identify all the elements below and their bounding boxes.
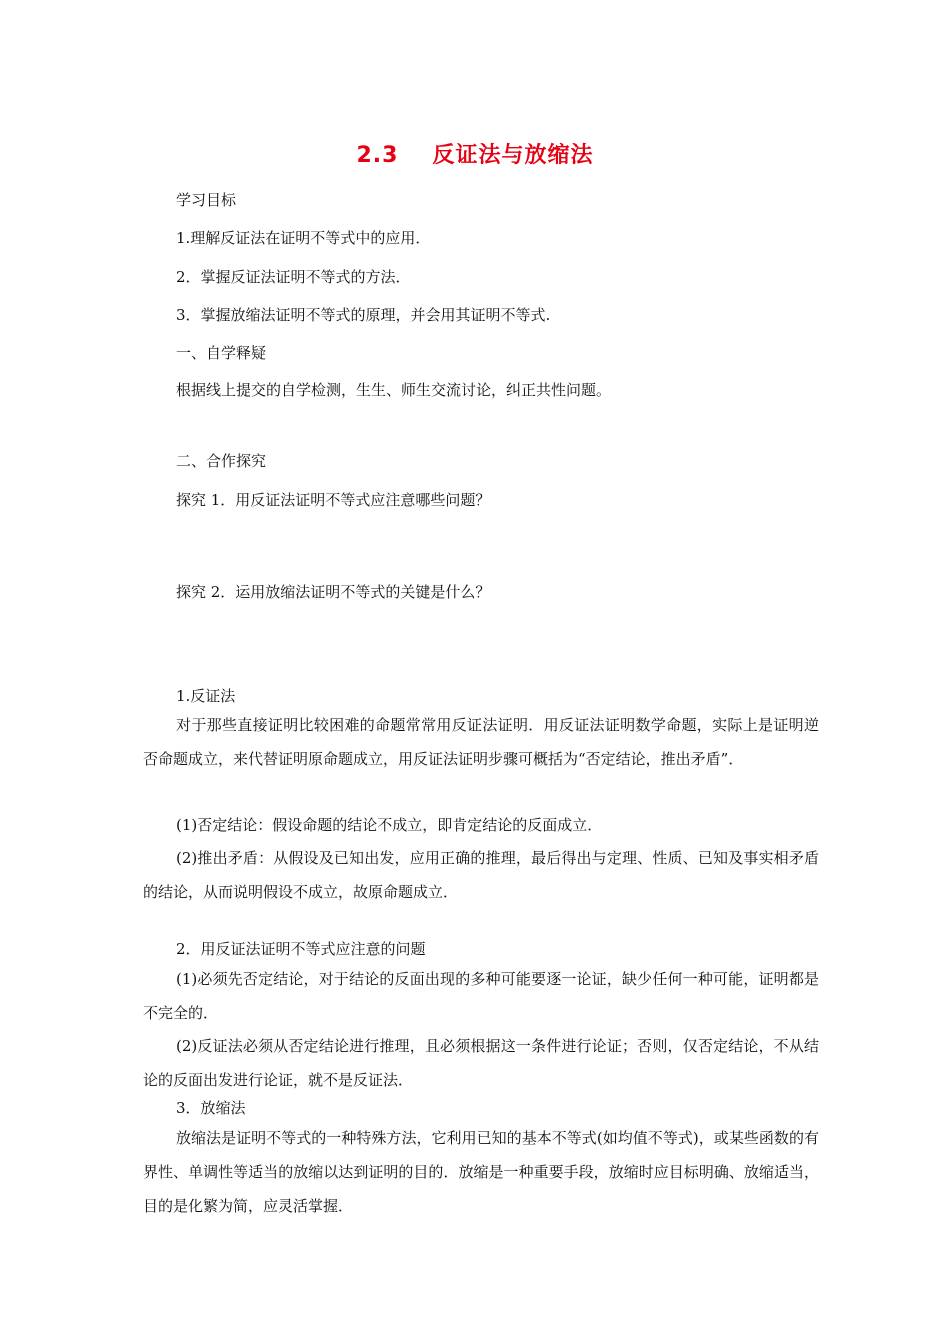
cooperation-heading: 二、合作探究 xyxy=(176,452,267,470)
section1-paragraph-1: 对于那些直接证明比较困难的命题常常用反证法证明．用反证法证明数学命题，实际上是证明逆否命题成立，来代替证明原命题成立，用反证法证明步骤可概括为“否定结论，推出矛盾”． xyxy=(143,716,819,768)
section1-paragraph-3: (2)推出矛盾：从假设及已知出发，应用正确的推理，最后得出与定理、性质、已知及事实相矛盾的结论，从而说明假设不成立，故原命题成立． xyxy=(143,849,819,901)
section2-paragraph-2: (2)反证法必须从否定结论进行推理，且必须根据这一条件进行论证；否则，仅否定结论，不从结论的反面出发进行论证，就不是反证法． xyxy=(143,1037,819,1089)
self-study-text: 根据线上提交的自学检测，生生、师生交流讨论，纠正共性问题。 xyxy=(176,381,612,399)
objective-item-2: 2．掌握反证法证明不等式的方法． xyxy=(176,268,411,286)
objective-item-3: 3．掌握放缩法证明不等式的原理，并会用其证明不等式. xyxy=(176,306,551,324)
section1-paragraph-2: (1)否定结论：假设命题的结论不成立，即肯定结论的反面成立． xyxy=(176,816,603,834)
section1-heading: 1.反证法 xyxy=(176,687,236,705)
title-text: 反证法与放缩法 xyxy=(432,143,594,168)
section3-heading: 3．放缩法 xyxy=(176,1099,246,1117)
self-study-heading: 一、自学释疑 xyxy=(176,344,267,362)
inquiry-question-2: 探究 2．运用放缩法证明不等式的关键是什么？ xyxy=(176,583,491,601)
objectives-heading: 学习目标 xyxy=(176,191,237,209)
objective-item-1: 1.理解反证法在证明不等式中的应用． xyxy=(176,229,431,247)
section2-paragraph-1: (1)必须先否定结论，对于结论的反面出现的多种可能要逐一论证，缺少任何一种可能，证明都是不完全的． xyxy=(143,970,819,1022)
section2-heading: 2．用反证法证明不等式应注意的问题 xyxy=(176,940,426,958)
section3-paragraph-1: 放缩法是证明不等式的一种特殊方法，它利用已知的基本不等式(如均值不等式)，或某些函数的有界性、单调性等适当的放缩以达到证明的目的．放缩是一种重要手段，放缩时应目标明确、放缩适当，目的是化繁为简，应灵活掌握． xyxy=(143,1129,819,1215)
page-title xyxy=(0,138,950,169)
section-number: 2.3 xyxy=(356,143,399,168)
inquiry-question-1: 探究 1．用反证法证明不等式应注意哪些问题？ xyxy=(176,491,491,509)
